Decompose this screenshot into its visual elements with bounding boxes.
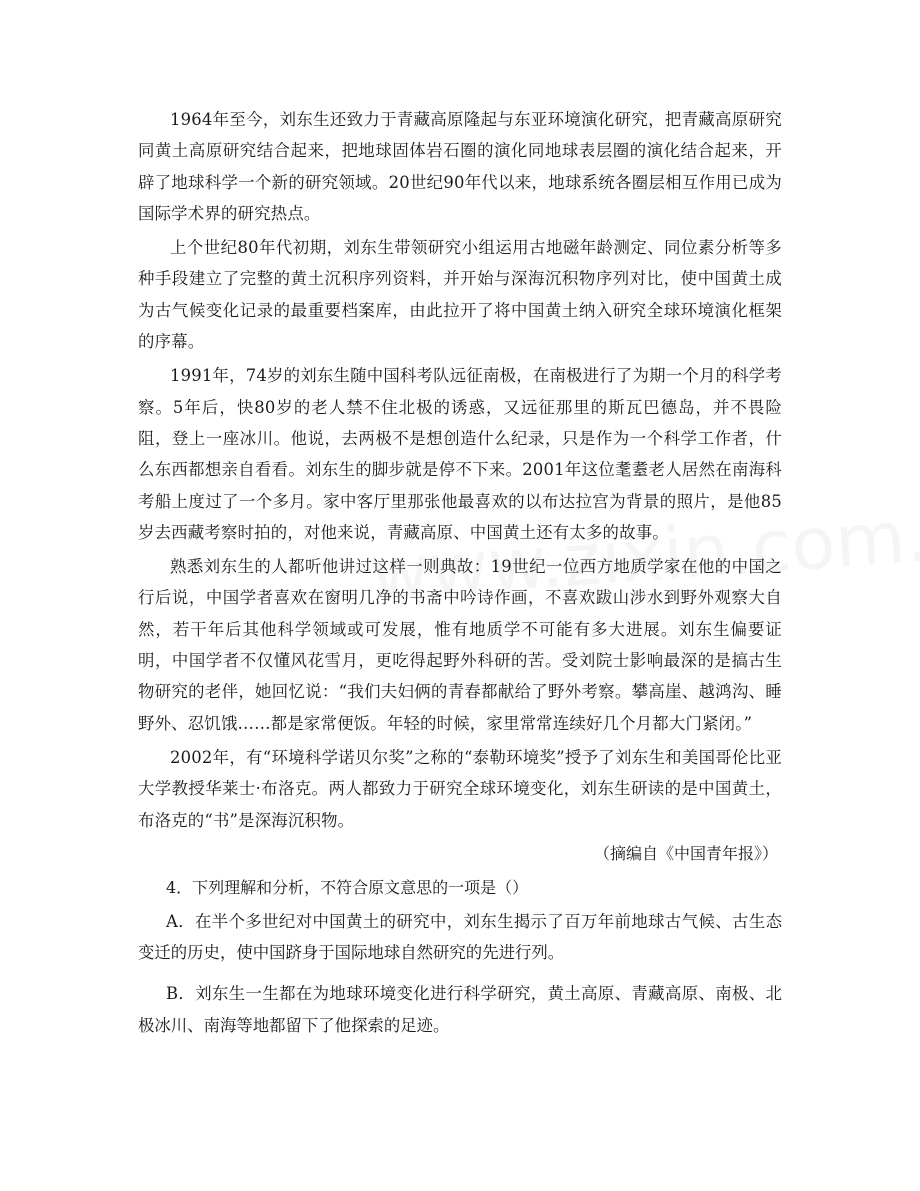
question-4: 4．下列理解和分析，不符合原文意思的一项是（）: [166, 877, 529, 897]
paragraph-2002: 2002年，有“环境科学诺贝尔奖”之称的“泰勒环境奖”授予了刘东生和美国哥伦比亚大学教授华莱士·布洛克。两人都致力于研究全球环境变化，刘东生研读的是中国黄土，布洛克的“书”是深海沉积物。: [138, 747, 782, 830]
paragraph-1964: 1964年至今，刘东生还致力于青藏高原隆起与东亚环境演化研究，把青藏高原研究同黄土高原研究结合起来，把地球固体岩石圈的演化同地球表层圈的演化结合起来，开辟了地球科学一个新的研究领域。20世纪90年代以来，地球系统各圈层相互作用已成为国际学术界的研究热点。: [138, 110, 782, 223]
option-b: B．刘东生一生都在为地球环境变化进行科学研究，黄土高原、青藏高原、南极、北极冰川、南海等地都留下了他探索的足迹。: [138, 984, 782, 1035]
source-citation: （摘编自《中国青年报》）: [593, 843, 778, 863]
document-body: [138, 104, 782, 1041]
paragraph-anecdote: 熟悉刘东生的人都听他讲过这样一则典故：19世纪一位西方地质学家在他的中国之行后说，中国学者喜欢在窗明几净的书斋中吟诗作画，不喜欢跋山涉水到野外观察大自然，若干年后其他科学领域或可发展，惟有地质学不可能有多大进展。刘东生偏要证明，中国学者不仅懂风花雪月，更吃得起野外科研的苦。受刘院士影响最深的是搞古生物研究的老伴，她回忆说：“我们夫妇俩的青春都献给了野外考察。攀高崖、越鸿沟、睡野外、忍饥饿……都是家常便饭。年轻的时候，家里常常连续好几个月都大门紧闭。”: [138, 557, 782, 733]
option-a: A．在半个多世纪对中国黄土的研究中，刘东生揭示了百万年前地球古气候、古生态变迁的历史，使中国跻身于国际地球自然研究的先进行列。: [138, 911, 782, 963]
paragraph-1980s: 上个世纪80年代初期，刘东生带领研究小组运用古地磁年龄测定、同位素分析等多种手段建立了完整的黄土沉积序列资料，并开始与深海沉积物序列对比，使中国黄土成为古气候变化记录的最重要档案库，由此拉开了将中国黄土纳入研究全球环境演化框架的序幕。: [138, 238, 782, 352]
paragraph-1991: 1991年，74岁的刘东生随中国科考队远征南极，在南极进行了为期一个月的科学考察。5年后，快80岁的老人禁不住北极的诱惑，又远征那里的斯瓦巴德岛，并不畏险阻，登上一座冰川。他说，去两极不是想创造什么纪录，只是作为一个科学工作者，什么东西都想亲自看看。刘东生的脚步就是停不下来。2001年这位耄耋老人居然在南海科考船上度过了一个多月。家中客厅里那张他最喜欢的以布达拉宫为背景的照片，是他85岁去西藏考察时拍的，对他来说，青藏高原、中国黄土还有太多的故事。: [138, 366, 782, 542]
